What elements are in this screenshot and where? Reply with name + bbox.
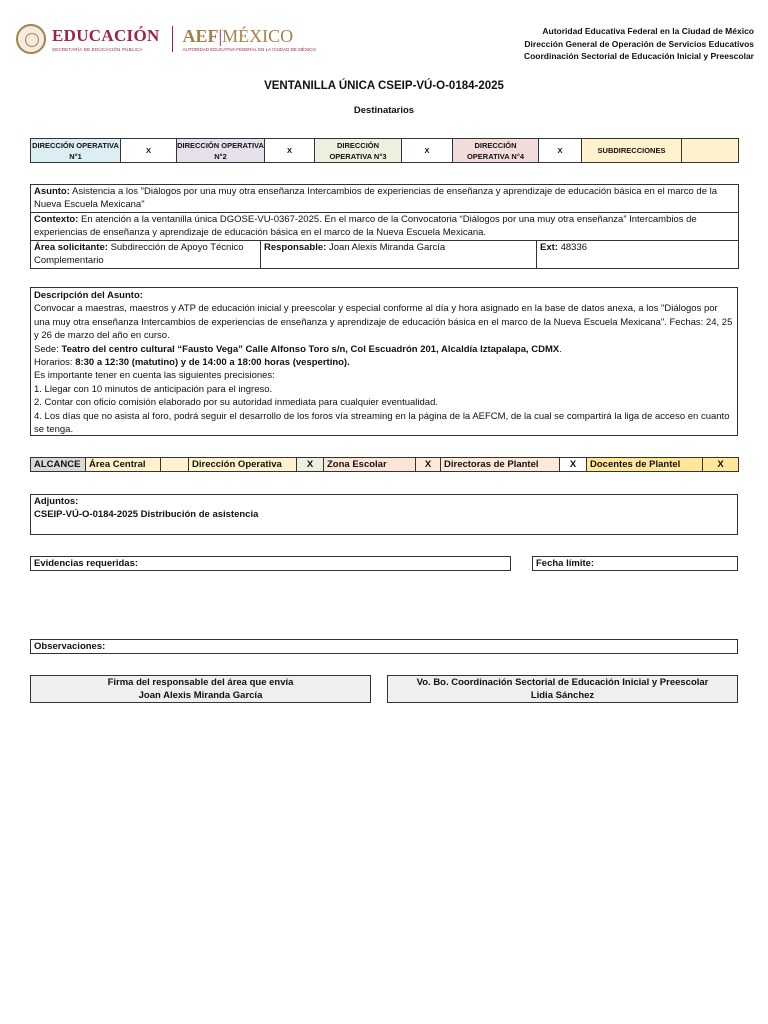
attachment-item: CSEIP-VÚ-O-0184-2025 Distribución de asistencia xyxy=(34,509,259,520)
recipients-table xyxy=(30,138,739,163)
description-line-2: 1. Llegar con 10 minutos de anticipación para el ingreso. xyxy=(34,383,273,395)
recipient-mark-do2: X xyxy=(265,139,315,163)
scope-mark-docentes-plantel: X xyxy=(703,458,739,472)
description-label: Descripción del Asunto: xyxy=(34,290,143,301)
description-line-3: 2. Contar con oficio comisión elaborado por su autoridad inmediata para cualquier eventualidad. xyxy=(34,397,439,409)
header-line-3: Coordinación Sectorial de Educación Inicial y Preescolar xyxy=(523,51,754,61)
deadline-label: Fecha límite: xyxy=(536,558,595,569)
educacion-logo-title: EDUCACIÓN xyxy=(52,25,160,45)
aef-logo-subtitle: AUTORIDAD EDUCATIVA FEDERAL EN LA CIUDAD DE MÉXICO xyxy=(182,46,316,52)
sede-end: . xyxy=(559,343,562,355)
signature-sender-box xyxy=(30,675,371,703)
deadline-field xyxy=(532,556,738,571)
area-solicitante-text: Subdirección de Apoyo Técnico Complementario xyxy=(34,242,244,266)
header-line-2: Dirección General de Operación de Servicios Educativos xyxy=(524,38,754,49)
contexto-text: En atención a la ventanilla única DGOSE-VU-0367-2025. En el marco de la Convocatoria “Diálogos por una muy otra enseñanza” Intercambios de experiencias de enseñanza y aprendizaje de educación básica en el marco de la Nueva Escuela Mexicana. xyxy=(34,214,697,238)
institution-logos xyxy=(16,24,316,54)
signature-approval-title: Vo. Bo. Coordinación Sectorial de Educación Inicial y Preescolar xyxy=(416,677,709,688)
header-institution-lines xyxy=(524,25,754,63)
signature-approval-name: Lidia Sánchez xyxy=(530,689,595,701)
scope-mark-area-central xyxy=(161,458,189,472)
recipient-label-do1: DIRECCIÓN OPERATIVA N°1 xyxy=(32,140,119,161)
sede-label: Sede: xyxy=(34,343,62,355)
document-title: VENTANILLA ÚNICA CSEIP-VÚ-O-0184-2025 xyxy=(264,80,504,92)
scope-item-zona-escolar: Zona Escolar xyxy=(324,458,416,472)
logo-divider xyxy=(172,26,173,52)
ext-text: 48336 xyxy=(560,242,588,253)
observations-label: Observaciones: xyxy=(34,641,106,652)
contexto-label: Contexto xyxy=(34,214,76,225)
evidence-field xyxy=(30,556,511,571)
area-solicitante-label: Área solicitante xyxy=(34,242,105,253)
observations-field xyxy=(30,639,738,654)
ext-label: Ext xyxy=(540,242,555,253)
recipient-label-subdirecciones: SUBDIRECCIONES xyxy=(582,139,682,163)
aef-mexico-logo: AEF|MÉXICO AUTORIDAD EDUCATIVA FEDERAL EN LA CIUDAD DE MÉXICO xyxy=(182,25,316,52)
asunto-label: Asunto xyxy=(34,186,67,197)
scope-mark-directoras-plantel: X xyxy=(560,458,587,472)
description-line-1: Es importante tener en cuenta las siguientes precisiones: xyxy=(34,370,275,382)
evidence-label: Evidencias requeridas: xyxy=(34,558,139,569)
scope-table xyxy=(30,457,739,472)
scope-item-directoras-plantel: Directoras de Plantel xyxy=(441,458,560,472)
scope-mark-zona-escolar: X xyxy=(416,458,441,472)
recipient-label-do4: DIRECCIÓN OPERATIVA N°4 xyxy=(453,139,539,163)
signature-approval-box xyxy=(387,675,738,703)
signature-sender-name: Joan Alexis Miranda García xyxy=(138,689,263,701)
responsable-label: Responsable xyxy=(264,242,324,253)
horarios-label: Horarios: xyxy=(34,357,76,369)
description-intro: Convocar a maestras, maestros y ATP de educación inicial y preescolar y especial conforme al día y hora asignado en la base de datos anexa, a los "Diálogos por una muy otra enseñanza Intercambios de experiencias de enseñanza y aprendizaje de educación básica en el marco de la Nueva Escuela Mexicana". Fechas: 24, 25 y 26 de marzo del año en curso. xyxy=(34,303,733,342)
sede-text: Teatro del centro cultural “Fausto Vega” Calle Alfonso Toro s/n, Col Escuadrón 201, Alcaldía Iztapalapa, CDMX xyxy=(61,343,560,355)
description-box xyxy=(30,287,738,436)
header-line-1: Autoridad Educativa Federal en la Ciudad de México xyxy=(542,26,754,36)
description-line-4: 4. Los días que no asista al foro, podrá seguir el desarrollo de los foros vía streaming en la página de la AEFCM, de la cual se compartirá la liga de acceso en cuanto se tenga. xyxy=(34,410,730,436)
recipient-mark-do1: X xyxy=(121,139,177,163)
ext-cell: Ext: 48336 xyxy=(537,241,739,269)
attachments-label: Adjuntos: xyxy=(34,496,79,507)
scope-mark-direccion-operativa: X xyxy=(297,458,324,472)
contexto-cell: Contexto: En atención a la ventanilla única DGOSE-VU-0367-2025. En el marco de la Convocatoria “Diálogos por una muy otra enseñanza” Intercambios de experiencias de enseñanza y aprendizaje de educación básica en el marco de la Nueva Escuela Mexicana. xyxy=(31,213,739,241)
recipient-mark-subdirecciones xyxy=(682,139,739,163)
scope-item-area-central: Área Central xyxy=(86,458,161,472)
asunto-cell: Asunto: Asistencia a los "Diálogos por una muy otra enseñanza Intercambios de experiencias de enseñanza y aprendizaje de educación básica en el marco de la Nueva Escuela Mexicana" xyxy=(31,185,739,213)
national-seal-icon xyxy=(16,24,46,54)
scope-label: ALCANCE xyxy=(31,458,86,472)
subject-info-table xyxy=(30,184,739,269)
responsable-text: Joan Alexis Miranda García xyxy=(328,242,446,253)
signature-sender-title: Firma del responsable del área que envía xyxy=(107,677,294,688)
scope-item-docentes-plantel: Docentes de Plantel xyxy=(587,458,703,472)
recipient-label-do3: DIRECCIÓN OPERATIVA N°3 xyxy=(315,139,402,163)
document-subtitle: Destinatarios xyxy=(353,105,415,116)
educacion-logo-subtitle: SECRETARÍA DE EDUCACIÓN PÚBLICA xyxy=(52,46,143,52)
horarios-text: 8:30 a 12:30 (matutino) y de 14:00 a 18:00 horas (vespertino). xyxy=(75,357,350,369)
page-header xyxy=(16,20,754,64)
scope-item-direccion-operativa: Dirección Operativa xyxy=(189,458,297,472)
recipient-label-do2: DIRECCIÓN OPERATIVA N°2 xyxy=(177,140,264,161)
attachments-box xyxy=(30,494,738,535)
aef-logo-part2: MÉXICO xyxy=(222,25,294,46)
recipient-mark-do3: X xyxy=(402,139,453,163)
asunto-text: Asistencia a los "Diálogos por una muy otra enseñanza Intercambios de experiencias de enseñanza y aprendizaje de educación básica en el marco de la Nueva Escuela Mexicana" xyxy=(34,186,718,210)
area-solicitante-cell: Área solicitante: Subdirección de Apoyo Técnico Complementario xyxy=(31,241,261,269)
aef-logo-part1: AEF xyxy=(182,25,219,46)
responsable-cell: Responsable: Joan Alexis Miranda García xyxy=(261,241,537,269)
recipient-mark-do4: X xyxy=(539,139,582,163)
educacion-logo xyxy=(52,27,160,52)
